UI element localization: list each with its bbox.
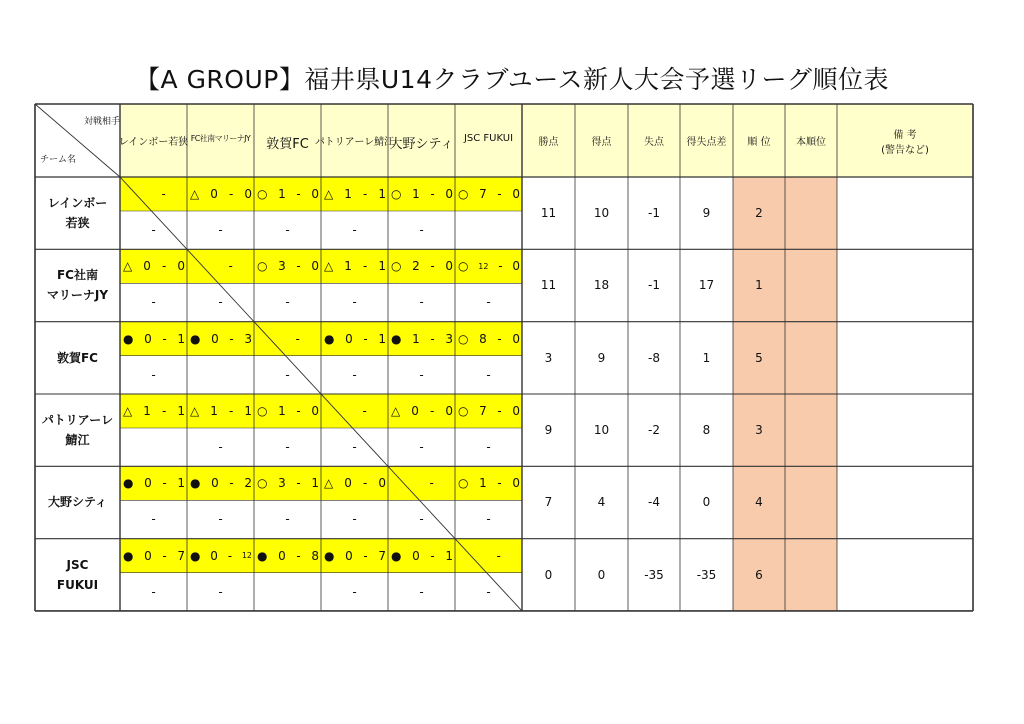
second-leg-text: - bbox=[419, 512, 424, 527]
stat-value: 1 bbox=[702, 350, 711, 365]
goals-against: 0 bbox=[445, 187, 453, 201]
second-leg-text: - bbox=[419, 367, 424, 382]
second-leg-text: - bbox=[419, 223, 424, 238]
result-mark: ● bbox=[324, 331, 335, 346]
goals-for: 0 bbox=[345, 548, 353, 563]
score-separator: - bbox=[362, 403, 367, 418]
result-mark: ○ bbox=[458, 403, 469, 418]
score-separator: - bbox=[497, 331, 502, 346]
second-leg-text: - bbox=[151, 295, 156, 310]
goals-for: 7 bbox=[479, 403, 487, 418]
goals-for: 1 bbox=[412, 331, 420, 346]
score-separator: - bbox=[227, 548, 233, 563]
result-mark: ● bbox=[123, 548, 134, 563]
stat-value: 11 bbox=[540, 278, 557, 293]
goals-for: 0 bbox=[210, 187, 218, 201]
result-mark: ○ bbox=[391, 187, 402, 201]
goals-against: 0 bbox=[512, 259, 520, 274]
result-mark: △ bbox=[324, 259, 334, 274]
stat-value: -1 bbox=[648, 206, 660, 220]
score-separator: - bbox=[295, 331, 300, 346]
stat-value: -4 bbox=[648, 495, 660, 510]
stat-value: 9 bbox=[702, 206, 711, 220]
stat-header-text: 本順位 bbox=[796, 137, 826, 148]
stat-value: -35 bbox=[696, 567, 717, 582]
team-name-line: JSC bbox=[66, 557, 89, 572]
second-leg-text: - bbox=[352, 584, 357, 599]
score-separator: - bbox=[430, 548, 435, 563]
second-leg-text: - bbox=[352, 367, 357, 382]
goals-for: 8 bbox=[479, 331, 487, 346]
corner-opponent-text: 対戦相手 bbox=[83, 116, 120, 127]
goals-for: 0 bbox=[211, 476, 219, 491]
stat-value: -2 bbox=[648, 422, 660, 437]
goals-against: 1 bbox=[378, 331, 386, 346]
opponent-name: 敦賀FC bbox=[266, 137, 309, 152]
result-mark: ○ bbox=[458, 331, 469, 346]
team-name-line: 鯖江 bbox=[65, 433, 90, 448]
goals-for: 2 bbox=[412, 259, 420, 274]
second-leg-text: - bbox=[218, 584, 223, 599]
stat-value: 7 bbox=[544, 495, 553, 510]
team-name-line: 若狭 bbox=[65, 216, 90, 231]
second-leg-text: - bbox=[419, 440, 424, 455]
goals-against: 0 bbox=[445, 259, 453, 274]
stat-value: 17 bbox=[698, 278, 715, 293]
goals-for: 3 bbox=[278, 259, 286, 274]
score-separator: - bbox=[162, 548, 167, 563]
score-separator: - bbox=[161, 403, 167, 418]
result-mark: ○ bbox=[257, 476, 268, 491]
goals-for: 0 bbox=[144, 548, 152, 563]
second-leg-text: - bbox=[218, 223, 223, 238]
goals-for: 0 bbox=[143, 259, 151, 274]
page-title: 【A GROUP】福井県U14クラブユース新人大会予選リーグ順位表 bbox=[135, 65, 889, 94]
result-mark: ● bbox=[391, 548, 402, 563]
remarks-subtitle: (警告など) bbox=[881, 145, 929, 156]
goals-for: 1 bbox=[412, 187, 420, 201]
team-name-line: 敦賀FC bbox=[56, 350, 98, 365]
goals-for: 0 bbox=[210, 548, 218, 563]
second-leg-text: - bbox=[419, 584, 424, 599]
goals-against: 0 bbox=[512, 187, 520, 201]
goals-against: 1 bbox=[177, 331, 185, 346]
score-separator: - bbox=[228, 403, 234, 418]
second-leg-text: - bbox=[352, 512, 357, 527]
result-mark: △ bbox=[391, 403, 401, 418]
second-leg-text: - bbox=[486, 440, 491, 455]
result-mark: ○ bbox=[257, 259, 268, 274]
score-separator: - bbox=[161, 259, 167, 274]
team-name-line: 大野シティ bbox=[47, 495, 108, 510]
result-mark: ● bbox=[190, 548, 201, 563]
goals-against: 1 bbox=[177, 476, 185, 491]
stat-value: 0 bbox=[544, 567, 553, 582]
result-mark: ● bbox=[190, 331, 201, 346]
opponent-name: 大野シティ bbox=[389, 137, 454, 152]
goals-for: 3 bbox=[278, 476, 286, 491]
result-mark: ● bbox=[123, 476, 134, 491]
goals-against: 0 bbox=[311, 187, 319, 201]
opponent-name: パトリアーレ鯖江 bbox=[314, 137, 395, 148]
stat-value: 10 bbox=[593, 422, 610, 437]
opponent-name: FC社南マリーナJY bbox=[190, 134, 251, 143]
stat-header-text: 得点 bbox=[591, 137, 612, 148]
stat-header-text: 失点 bbox=[644, 137, 664, 148]
score-separator: - bbox=[229, 476, 234, 491]
goals-for: 0 bbox=[144, 331, 152, 346]
goals-for: 0 bbox=[412, 548, 420, 563]
stat-value: 0 bbox=[597, 567, 606, 582]
goals-for: 1 bbox=[210, 403, 218, 418]
result-mark: △ bbox=[123, 403, 133, 418]
score-separator: - bbox=[296, 476, 301, 491]
opponent-name: JSC FUKUI bbox=[463, 133, 514, 144]
goals-for: 1 bbox=[344, 187, 352, 201]
second-leg-text: - bbox=[285, 512, 290, 527]
score-separator: - bbox=[162, 476, 167, 491]
stat-value: 10 bbox=[593, 206, 610, 220]
goals-for: 1 bbox=[278, 403, 286, 418]
second-leg-text: - bbox=[285, 223, 290, 238]
team-name-line: FC社南 bbox=[56, 268, 98, 283]
second-leg-text: - bbox=[218, 295, 223, 310]
goals-against: 2 bbox=[244, 476, 252, 491]
second-leg-text: - bbox=[285, 440, 290, 455]
goals-for: 1 bbox=[143, 403, 151, 418]
goals-against: 0 bbox=[512, 331, 520, 346]
result-mark: ○ bbox=[391, 259, 402, 274]
second-leg-text: - bbox=[218, 440, 223, 455]
goals-for: 7 bbox=[479, 187, 487, 201]
score-separator: - bbox=[228, 187, 234, 201]
goals-against: 1 bbox=[378, 259, 386, 274]
result-mark: △ bbox=[324, 187, 334, 201]
score-separator: - bbox=[429, 403, 435, 418]
score-separator: - bbox=[296, 403, 301, 418]
score-separator: - bbox=[228, 259, 233, 274]
goals-for: 0 bbox=[144, 476, 152, 491]
stat-header-text: 得失点差 bbox=[686, 137, 727, 148]
stat-value: -35 bbox=[644, 567, 664, 582]
goals-against: 1 bbox=[177, 403, 185, 418]
stat-value: 2 bbox=[755, 206, 763, 220]
score-separator: - bbox=[362, 187, 368, 201]
second-leg-text: - bbox=[486, 512, 491, 527]
goals-against: 7 bbox=[378, 548, 386, 563]
goals-against: 0 bbox=[311, 259, 319, 274]
opponent-name: レインボー若狭 bbox=[118, 137, 189, 148]
team-name-line: マリーナJY bbox=[46, 288, 109, 303]
stat-value: -8 bbox=[648, 350, 660, 365]
goals-against: 3 bbox=[244, 331, 252, 346]
goals-against: 0 bbox=[311, 403, 319, 418]
stat-value: 9 bbox=[597, 350, 606, 365]
result-mark: ● bbox=[324, 548, 335, 563]
result-mark: ○ bbox=[458, 476, 469, 491]
result-mark: △ bbox=[123, 259, 133, 274]
result-mark: ○ bbox=[458, 259, 469, 274]
score-separator: - bbox=[497, 476, 502, 491]
second-leg-text: - bbox=[352, 440, 357, 455]
goals-for: 12 bbox=[478, 261, 489, 271]
goals-against: 0 bbox=[512, 403, 520, 418]
score-separator: - bbox=[161, 187, 166, 201]
stat-value: 4 bbox=[597, 495, 606, 510]
score-separator: - bbox=[229, 331, 234, 346]
result-mark: ● bbox=[257, 548, 268, 563]
second-leg-text: - bbox=[218, 512, 223, 527]
goals-for: 1 bbox=[344, 259, 352, 274]
score-separator: - bbox=[497, 187, 502, 201]
second-leg-text: - bbox=[419, 295, 424, 310]
goals-for: 0 bbox=[345, 331, 353, 346]
stat-value: 3 bbox=[544, 350, 553, 365]
result-mark: △ bbox=[324, 476, 334, 491]
goals-against: 3 bbox=[445, 331, 453, 346]
goals-against: 0 bbox=[445, 403, 453, 418]
stat-value: -1 bbox=[648, 278, 660, 293]
result-mark: △ bbox=[190, 403, 200, 418]
goals-against: 1 bbox=[244, 403, 252, 418]
corner-diagonal bbox=[35, 104, 120, 177]
second-leg-text: - bbox=[151, 223, 156, 238]
score-separator: - bbox=[296, 187, 301, 201]
stat-value: 3 bbox=[755, 422, 763, 437]
result-mark: ● bbox=[391, 331, 402, 346]
result-mark: ● bbox=[190, 476, 201, 491]
goals-against: 1 bbox=[311, 476, 319, 491]
score-separator: - bbox=[296, 548, 301, 563]
result-mark: △ bbox=[190, 187, 200, 201]
goals-against: 0 bbox=[177, 259, 185, 274]
remarks-title: 備 考 bbox=[893, 130, 917, 141]
goals-for: 0 bbox=[278, 548, 286, 563]
goals-against: 7 bbox=[177, 548, 185, 563]
score-separator: - bbox=[362, 476, 368, 491]
stat-value: 0 bbox=[702, 495, 711, 510]
stat-value: 9 bbox=[544, 422, 553, 437]
score-separator: - bbox=[363, 331, 368, 346]
score-separator: - bbox=[497, 403, 502, 418]
score-separator: - bbox=[363, 548, 368, 563]
goals-against: 1 bbox=[378, 187, 386, 201]
second-leg-text: - bbox=[151, 584, 156, 599]
second-leg-text: - bbox=[486, 295, 491, 310]
stat-value: 6 bbox=[755, 567, 763, 582]
stat-header-text: 順 位 bbox=[747, 137, 771, 148]
goals-for: 0 bbox=[344, 476, 352, 491]
score-separator: - bbox=[362, 259, 368, 274]
goals-for: 1 bbox=[479, 476, 487, 491]
goals-against: 1 bbox=[445, 548, 453, 563]
score-separator: - bbox=[498, 259, 503, 274]
goals-for: 1 bbox=[278, 187, 286, 201]
score-separator: - bbox=[162, 331, 167, 346]
stat-value: 8 bbox=[702, 422, 711, 437]
goals-against: 0 bbox=[244, 187, 252, 201]
result-mark: ○ bbox=[458, 187, 469, 201]
second-leg-text: - bbox=[486, 584, 491, 599]
goals-for: 0 bbox=[211, 331, 219, 346]
stat-value: 18 bbox=[593, 278, 610, 293]
score-separator: - bbox=[430, 259, 435, 274]
score-separator: - bbox=[496, 548, 501, 563]
stat-value: 1 bbox=[755, 278, 763, 293]
result-mark: ● bbox=[123, 331, 134, 346]
score-separator: - bbox=[429, 476, 434, 491]
stat-value: 11 bbox=[540, 206, 557, 220]
score-separator: - bbox=[296, 259, 301, 274]
result-mark: ○ bbox=[257, 187, 268, 201]
team-name-line: パトリアーレ bbox=[41, 413, 114, 428]
stat-value: 5 bbox=[755, 350, 763, 365]
goals-for: 0 bbox=[411, 403, 419, 418]
goals-against: 0 bbox=[378, 476, 386, 491]
stat-value: 4 bbox=[755, 495, 763, 510]
result-mark: ○ bbox=[257, 403, 268, 418]
score-separator: - bbox=[430, 187, 435, 201]
score-separator: - bbox=[430, 331, 435, 346]
goals-against: 8 bbox=[311, 548, 319, 563]
second-leg-text: - bbox=[151, 367, 156, 382]
stat-header-text: 勝点 bbox=[538, 137, 559, 148]
team-name-line: FUKUI bbox=[56, 577, 99, 592]
goals-against: 0 bbox=[512, 476, 520, 491]
second-leg-text: - bbox=[486, 367, 491, 382]
second-leg-text: - bbox=[151, 512, 156, 527]
second-leg-text: - bbox=[352, 295, 357, 310]
corner-team-text: チーム名 bbox=[40, 154, 77, 165]
second-leg-text: - bbox=[352, 223, 357, 238]
team-name-line: レインボー bbox=[47, 196, 108, 211]
second-leg-text: - bbox=[285, 367, 290, 382]
goals-against: 12 bbox=[241, 551, 252, 561]
second-leg-text: - bbox=[285, 295, 290, 310]
